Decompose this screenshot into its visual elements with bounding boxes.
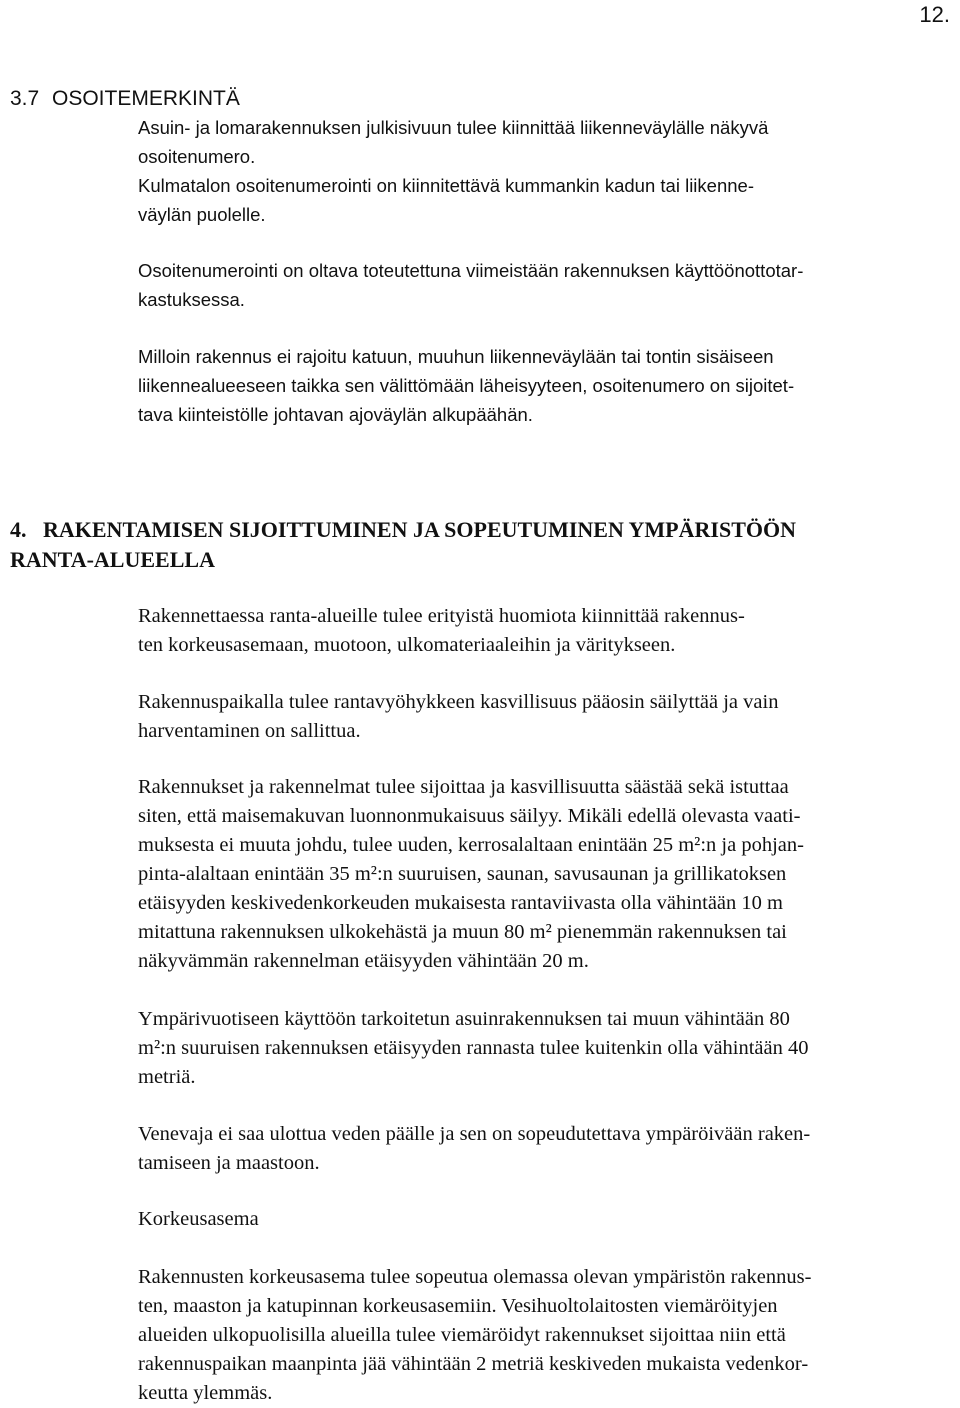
text-line: liikennealueeseen taikka sen välittömään läheisyyteen, osoitenumero on sijoitet-: [138, 375, 795, 396]
text-line: Asuin- ja lomarakennuksen julkisivuun tulee kiinnittää liikenneväylälle näkyvä: [138, 117, 769, 138]
subheading-text: Korkeusasema: [138, 1208, 259, 1230]
page-number: 12.: [919, 2, 950, 27]
text-line: näkyvämmän rakennelman etäisyyden vähintään 20 m.: [138, 950, 589, 972]
paragraph-vegetation: [138, 688, 778, 746]
text-line: m²:n suuruisen rakennuksen etäisyyden rannasta tulee kuitenkin olla vähintään 40: [138, 1037, 809, 1059]
text-line: rakennuspaikan maanpinta jää vähintään 2 metriä keskiveden mukaista vedenkor-: [138, 1353, 809, 1375]
paragraph-address-visibility: [138, 113, 768, 229]
text-line: alueiden ulkopuolisilla alueilla tulee viemäröidyt rakennukset sijoittaa niin että: [138, 1324, 786, 1346]
text-line: etäisyyden keskivedenkorkeuden mukaisesta rantaviivasta olla vähintään 10 m: [138, 892, 783, 914]
text-line: Kulmatalon osoitenumerointi on kiinnitettävä kummankin kadun tai liikenne-: [138, 175, 754, 196]
subheading-korkeusasema: [138, 1205, 259, 1234]
text-line: keutta ylemmäs.: [138, 1382, 273, 1404]
chapter-number: 4.: [10, 517, 27, 542]
text-line: Rakennettaessa ranta-alueille tulee erityistä huomiota kiinnittää rakennus-: [138, 605, 745, 627]
text-line: ten korkeusasemaan, muotoon, ulkomateriaaleihin ja väritykseen.: [138, 634, 676, 656]
text-line: pinta-alaltaan enintään 35 m²:n suuruisen, saunan, savusaunan ja grillikatoksen: [138, 863, 787, 885]
section-number: 3.7: [10, 87, 40, 110]
text-line: Venevaja ei saa ulottua veden päälle ja sen on sopeudutettava ympäröivään raken-: [138, 1123, 811, 1145]
paragraph-address-deadline: [138, 256, 803, 314]
section-title: OSOITEMERKINTÄ: [52, 87, 240, 110]
text-line: ten, maaston ja katupinnan korkeusasemiin. Vesihuoltolaitosten viemäröityjen: [138, 1295, 778, 1317]
text-line: Ympärivuotiseen käyttöön tarkoitetun asuinrakennuksen tai muun vähintään 80: [138, 1008, 790, 1030]
paragraph-shoreline-design: [138, 602, 745, 660]
paragraph-boathouse: [138, 1120, 810, 1178]
paragraph-address-placement: [138, 342, 794, 429]
text-line: Rakennukset ja rakennelmat tulee sijoittaa ja kasvillisuutta säästää sekä istuttaa: [138, 776, 789, 798]
text-line: siten, että maisemakuvan luonnonmukaisuus säilyy. Mikäli edellä olevasta vaati-: [138, 805, 801, 827]
chapter-heading-4: [10, 515, 796, 575]
text-line: Rakennuspaikalla tulee rantavyöhykkeen kasvillisuus pääosin säilyttää ja vain: [138, 691, 779, 713]
text-line: Rakennusten korkeusasema tulee sopeutua olemassa olevan ympäristön rakennus-: [138, 1266, 812, 1288]
text-line: Osoitenumerointi on oltava toteutettuna viimeistään rakennuksen käyttöönottotar-: [138, 260, 804, 281]
text-line: tava kiinteistölle johtavan ajoväylän alkupäähän.: [138, 404, 533, 425]
text-line: väylän puolelle.: [138, 204, 266, 225]
text-line: mitattuna rakennuksen ulkokehästä ja muun 80 m² pienemmän rakennuksen tai: [138, 921, 787, 943]
text-line: osoitenumero.: [138, 146, 256, 167]
text-line: Milloin rakennus ei rajoitu katuun, muuhun liikenneväylään tai tontin sisäiseen: [138, 346, 774, 367]
text-line: muksesta ei muuta johdu, tulee uuden, kerrosalaltaan enintään 25 m²:n ja pohjan-: [138, 834, 804, 856]
text-line: tamiseen ja maastoon.: [138, 1152, 320, 1174]
paragraph-building-placement: [138, 773, 804, 976]
section-heading-3-7: [10, 86, 240, 112]
text-line: metriä.: [138, 1066, 196, 1088]
paragraph-elevation: [138, 1263, 811, 1408]
text-line: kastuksessa.: [138, 289, 245, 310]
chapter-title-line-2: RANTA-ALUEELLA: [10, 547, 215, 572]
text-line: harventaminen on sallittua.: [138, 720, 361, 742]
paragraph-year-round-distance: [138, 1005, 809, 1092]
chapter-title-line-1: RAKENTAMISEN SIJOITTUMINEN JA SOPEUTUMINEN YMPÄRISTÖÖN: [43, 517, 796, 542]
